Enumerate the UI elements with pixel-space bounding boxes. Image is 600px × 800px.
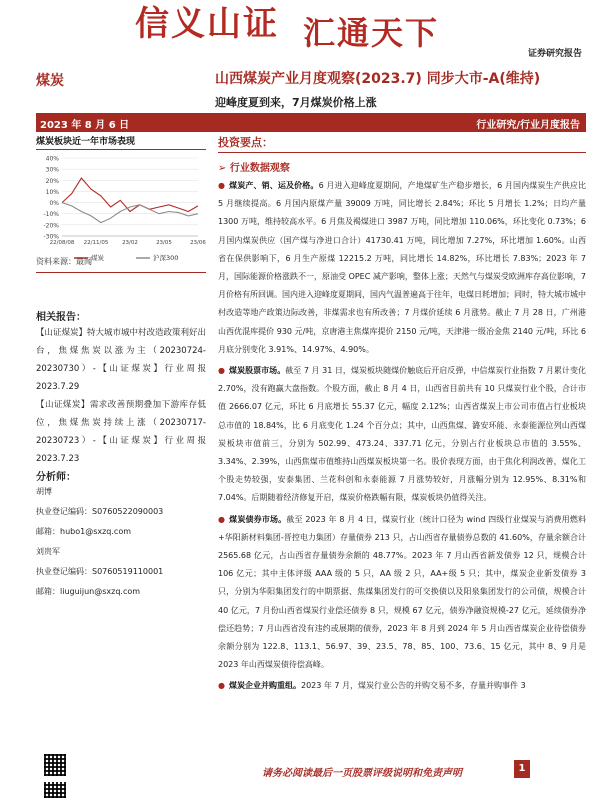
section-title: 行业数据观察 [229, 163, 290, 174]
paragraph-text: 6 月进入迎峰度夏期间，产地煤矿生产稳步增长，6 月国内煤炭生产供应比 5 月继续提高。6 月国内原煤产量 39009 万吨，同比增长 2.84%；环比 5 月增长 1.2%；日均产量 1300 万吨，维持较高水平。6 月焦及褐煤进口 3987 万吨，同比增加 110.06%，环比变化 0.73%；6 月国内煤炭供应（国产煤与净进口合计）41730.41 万吨，同比增加 7.27%，环比增加 1.60%。山西省在保供影响下，6 月生产原煤 12215.2 万吨，同比增长 14.82%，环比增长 7.83%；2023 年 7 月，国际能源价格涨跌不一，原油受 OPEC 减产影响，整体上涨；天然气与煤炭受欧洲库存高位影响，7 月价格有所回调。国内进入迎峰度夏期间，国内气温普遍高于往年，电煤日耗增加；同时，特大城市城中村改造等地产政策边际改善，非煤需求也有所改善；7 月煤价延续 6 月涨势。截止 7 月 28 日，广州港山西优混库提价 930 元/吨，京唐港主焦煤库提价 2150 元/吨，天津港一级冶金焦 2140 元/吨，环比 6 月底分别变化 3.91%、14.97%、4.90%。 [218, 181, 587, 354]
bullet-icon: ● [218, 366, 226, 376]
series-line-2 [62, 203, 198, 223]
section-heading [218, 159, 586, 174]
chart-title: 煤炭板块近一年市场表现 [36, 134, 206, 150]
y-tick-label: 20% [45, 177, 59, 185]
analyst-name: 胡博 [36, 487, 52, 496]
brand-logo [135, 0, 495, 52]
paragraph-mna [218, 677, 586, 695]
paragraph-head: 煤炭企业并购重组。 [228, 681, 301, 691]
legend-label: 煤炭 [91, 254, 104, 262]
paragraph-coal-production [218, 177, 586, 359]
bullet-icon: ● [218, 181, 226, 190]
brand-part1: 信义山证 [135, 4, 279, 44]
arrow-icon: ➢ [218, 163, 230, 174]
y-tick-label: 30% [45, 166, 59, 174]
info-bar [36, 113, 586, 132]
y-tick-label: 0% [49, 200, 59, 208]
related-item-2[interactable]: 【山证煤炭】需求改善预期叠加下游库存低位，焦煤焦炭持续上涨（20230717-20230723）-【山证煤炭】行业周报 2023.7.23 [36, 400, 206, 464]
y-tick-label: 10% [45, 188, 59, 196]
paragraph-text: 2023 年 7 月，煤炭行业公告的并购交易不多，存量并购事件 3 [300, 681, 526, 691]
analyst-cert: 执业登记编码：S0760522090003 [36, 507, 164, 516]
x-tick-label: 22/11/05 [83, 240, 109, 246]
brand-part2: 汇通天下 [303, 14, 440, 52]
y-tick-label: -20% [43, 222, 59, 230]
qr-code-icon [44, 754, 66, 776]
bullet-icon: ● [218, 681, 225, 691]
paragraph-stock-market [218, 362, 586, 508]
chart-source: 资料来源：最闻 [36, 257, 92, 266]
bullet-icon: ● [218, 514, 226, 524]
paragraph-bond-market [218, 511, 586, 675]
page-number: 1 [514, 760, 530, 778]
paragraph-head: 煤炭产、销、运及价格。 [229, 181, 319, 190]
left-column [36, 134, 206, 268]
divider [36, 272, 206, 273]
legend-label: 沪深300 [153, 254, 179, 262]
x-tick-label: 23/05 [156, 240, 172, 246]
invest-heading: 投资要点： [218, 134, 586, 153]
paragraph-text: 截至 7 月 31 日，煤炭板块随煤价触底后开启反弹，中信煤炭行业指数 7 月累计变化 2.70%，没有跑赢大盘指数。个股方面，截止 8 月 4 日，山西省目前共有 10 只煤炭行业个股，合计市值 2666.07 亿元，环比 6 月底增长 55.37 亿元，幅度 2.12%；山西省煤炭上市公司市值占行业板块总市值的 18.84%，比 6 月底变化 1.24 个百分点；其中，山西焦煤、潞安环能、永泰能源位列山西煤炭板块市值前三，分别为 502.99、473.24、337.71 亿元，分别占行业板块总市值的 3.55%、3.34%、2.39%，山西焦煤市值维持山西煤炭板块第一名。股价表现方面，由于焦化利润改善，煤化工个股走势较强，安泰集团、兰花科创和永泰能源 7 月涨势较好，月涨幅分别为 12.95%、8.31%和 7.04%。后期随着经济修复开启，煤炭价格跌幅有限，煤炭板块仍值得关注。 [218, 366, 586, 503]
x-tick-label: 23/06 [190, 240, 206, 246]
paragraph-head: 煤炭股票市场。 [229, 366, 286, 376]
sector-label: 煤炭 [36, 73, 64, 89]
market-chart [36, 150, 206, 268]
analyst-cert: 执业登记编码：S0760519110001 [36, 567, 164, 576]
paragraph-head: 煤炭债券市场。 [229, 514, 287, 524]
report-type: 证券研究报告 [527, 49, 582, 59]
main-column [218, 134, 586, 696]
x-tick-label: 23/02 [122, 240, 138, 246]
y-tick-label: 40% [45, 155, 59, 163]
y-tick-label: -30% [43, 233, 59, 241]
x-tick-label: 22/08/08 [49, 240, 75, 246]
analyst-heading: 分析师： [36, 472, 76, 483]
chart-svg [36, 150, 206, 268]
related-heading: 相关报告： [36, 312, 86, 323]
report-date: 2023 年 8 月 6 日 [40, 120, 130, 131]
report-title: 山西煤炭产业月度观察(2023.7) 同步大市-A(维持) [215, 71, 541, 87]
report-subtitle: 迎峰度夏到来，7月煤炭价格上涨 [215, 96, 377, 109]
y-tick-label: -10% [43, 211, 59, 219]
footer [0, 752, 600, 800]
disclaimer-note[interactable]: 请务必阅读最后一页股票评级说明和免责声明 [262, 768, 462, 779]
analyst-email[interactable]: 邮箱：liuguijun@sxzq.com [36, 587, 141, 596]
related-item-1[interactable]: 【山证煤炭】特大城市城中村改造政策利好出台，焦煤焦炭以涨为主（20230724-20230730）-【山证煤炭】行业周报 2023.7.29 [36, 328, 207, 392]
qr-code-icon [44, 782, 66, 798]
analyst-name: 刘贵军 [36, 547, 60, 556]
paragraph-text: 截至 2023 年 8 月 4 日，煤炭行业（统计口径为 wind 四级行业煤炭与消费用燃料+华阳新材料集团-晋控电力集团）存量债券 213 只，占山西省存量债券总数的 41.60%，存量余额合计 2565.68 亿元，占山西省存量债券余额的 48.77%。2023 年 7 月山西省新发债券 12 只，规模合计 106 亿元；其中主体评级 AAA 级的 5 只，AA 级 2 只，AA+级 5 只；其中，煤炭企业新发债券 3 只，分别为华阳集团发行的中期票据、焦煤集团发行的可交换债以及阳泉集团发行的公司债，规模合计 40 亿元，7 月份山西省煤炭行业偿还债券 8 只，规模 67 亿元，债券净融资规模-27 亿元，延续债券净偿还趋势；7 月山西省没有违约或展期的债券，2023 年 8 月到 2024 年 5 月山西省煤炭企业待偿债券余额分别为 122.8、113.1、56.97、39、23.5、78、85、100、73.6、15 亿元，其中 8、9 月是 2023 年山西煤炭债待偿高峰。 [218, 514, 587, 670]
analyst-email[interactable]: 邮箱：hubo1@sxzq.com [36, 527, 132, 536]
report-category: 行业研究/行业月度报告 [476, 120, 580, 131]
